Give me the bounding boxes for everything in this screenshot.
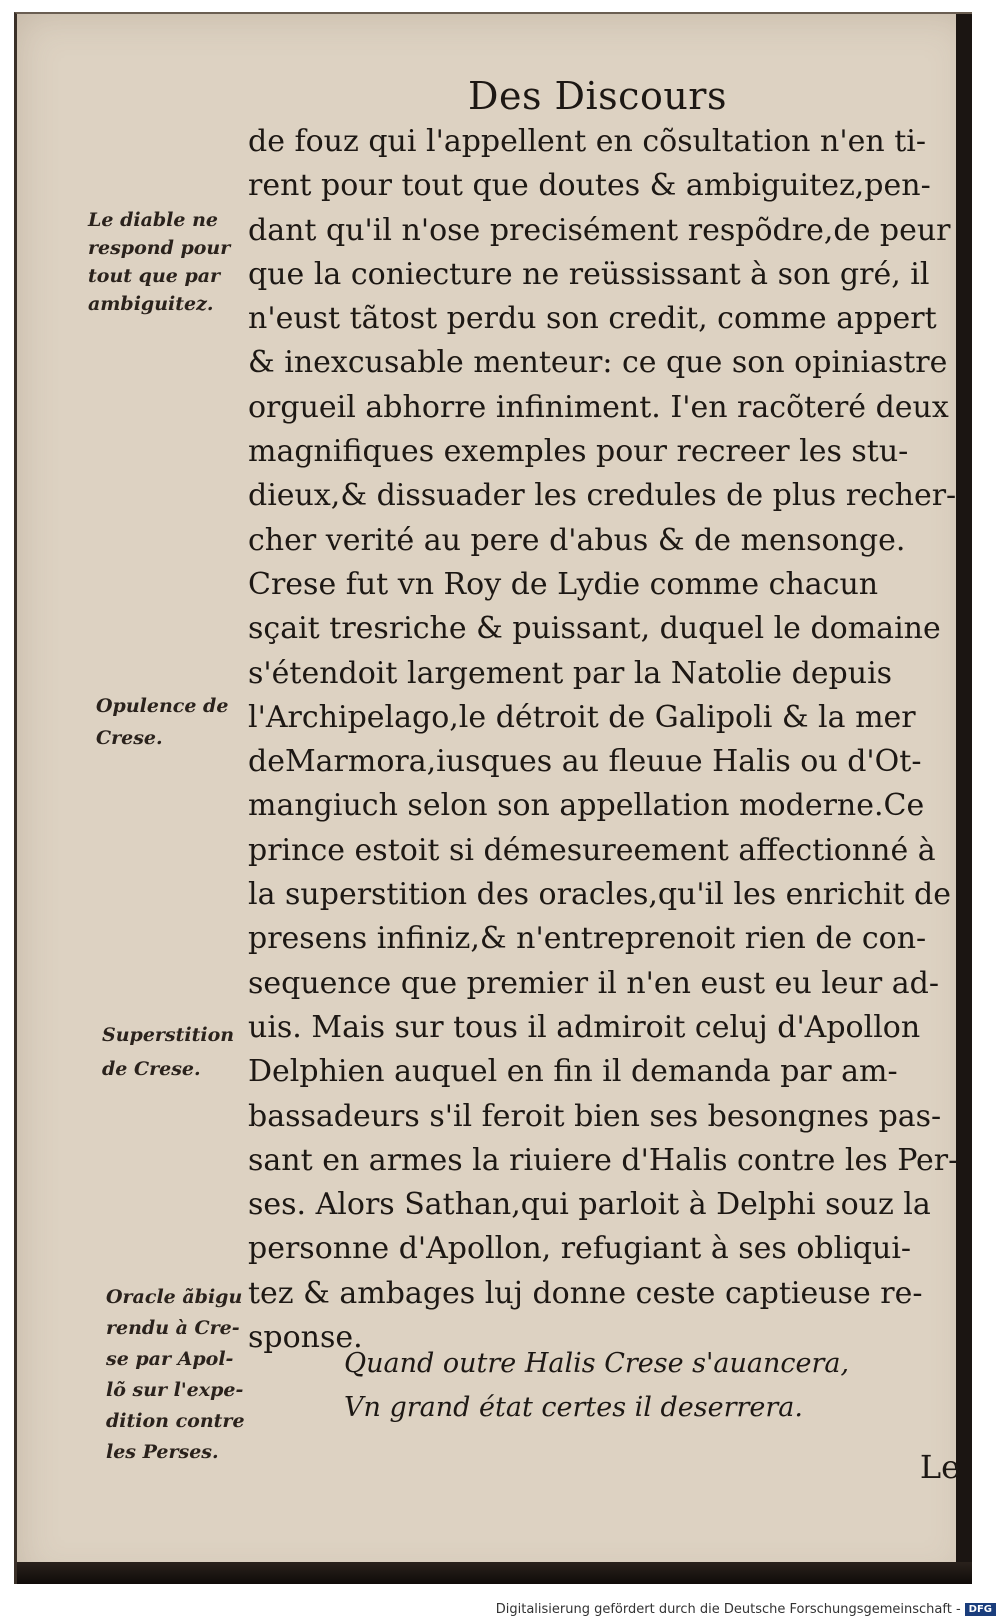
body-line: ses. Alors Sathan,qui parloit à Delphi souz la xyxy=(248,1187,931,1223)
running-head: Des Discours xyxy=(468,74,727,118)
body-line: rent pour tout que doutes & ambiguitez,pen- xyxy=(248,168,931,204)
body-line: dant qu'il n'ose precisément respõdre,de peur xyxy=(248,212,951,248)
margin-note-line: Le diable ne xyxy=(88,209,218,231)
margin-note-line: se par Apol- xyxy=(106,1348,234,1370)
body-line: uis. Mais sur tous il admiroit celuj d'Apollon xyxy=(248,1009,921,1045)
body-line: Crese fut vn Roy de Lydie comme chacun xyxy=(248,566,879,602)
margin-note xyxy=(106,1282,256,1468)
margin-note-line: respond pour xyxy=(88,237,231,259)
margin-note-line: tout que par xyxy=(88,265,221,287)
body-line: bassadeurs s'il feroit bien ses besongnes pas- xyxy=(248,1098,942,1134)
page-bottom-band xyxy=(17,1562,972,1584)
body-line: cher verité au pere d'abus & de mensonge. xyxy=(248,522,906,558)
body-line: Delphien auquel en fin il demanda par am- xyxy=(248,1054,898,1090)
body-text xyxy=(248,120,976,1360)
verse-line: Quand outre Halis Crese s'auancera, xyxy=(344,1348,850,1379)
body-line: personne d'Apollon, refugiant à ses obliqui- xyxy=(248,1231,912,1267)
body-line: deMarmora,iusques au fleuue Halis ou d'Ot- xyxy=(248,744,922,780)
body-line: n'eust tãtost perdu son credit, comme appert xyxy=(248,301,937,337)
body-line: orgueil abhorre infiniment. I'en racõteré deux xyxy=(248,389,949,425)
digitization-credit xyxy=(496,1602,996,1617)
verse-line: Vn grand état certes il deserrera. xyxy=(344,1392,803,1423)
body-line: s'étendoit largement par la Natolie depuis xyxy=(248,655,893,691)
margin-note xyxy=(102,1018,252,1086)
margin-note-line: Oracle ãbigu xyxy=(106,1286,243,1308)
body-line: de fouz qui l'appellent en cõsultation n'en ti- xyxy=(248,124,926,159)
body-line: presens infiniz,& n'entreprenoit rien de con- xyxy=(248,921,927,957)
body-line: sant en armes la riuiere d'Halis contre les Per- xyxy=(248,1142,959,1178)
margin-note-line: Crese. xyxy=(96,727,163,749)
body-line: dieux,& dissuader les credules de plus recher- xyxy=(248,478,957,514)
body-line: l'Archipelago,le détroit de Galipoli & la mer xyxy=(248,699,916,735)
margin-note xyxy=(96,690,246,754)
margin-note-line: Opulence de xyxy=(96,695,229,717)
body-line: mangiuch selon son appellation moderne.Ce xyxy=(248,788,925,824)
body-line: & inexcusable menteur: ce que son opiniastre xyxy=(248,345,948,381)
margin-note-line: rendu à Cre- xyxy=(106,1317,240,1339)
body-line: prince estoit si démesureement affectionné à xyxy=(248,832,936,868)
body-line: que la coniecture ne reüssissant à son gré, il xyxy=(248,256,930,292)
credit-text: Digitalisierung gefördert durch die Deutsche Forschungsgemeinschaft - xyxy=(495,1602,961,1617)
margin-note-line: de Crese. xyxy=(102,1058,201,1080)
margin-note-line: les Perses. xyxy=(106,1441,219,1463)
body-line: sponse. xyxy=(248,1320,363,1356)
oracle-verse xyxy=(344,1342,849,1430)
body-line: magnifiques exemples pour recreer les stu- xyxy=(248,434,909,470)
margin-note-line: Superstition xyxy=(102,1024,235,1046)
margin-note xyxy=(88,206,238,318)
margin-note-line: ambiguitez. xyxy=(88,293,214,315)
margin-note-line: lõ sur l'expe- xyxy=(106,1379,244,1401)
body-line: la superstition des oracles,qu'il les enrichit de xyxy=(248,877,951,913)
catchword: Le xyxy=(919,1448,960,1486)
body-line: tez & ambages luj donne ceste captieuse re- xyxy=(248,1275,923,1311)
dfg-logo-icon: DFG xyxy=(965,1603,996,1616)
body-line: sçait tresriche & puissant, duquel le domaine xyxy=(248,611,941,647)
margin-note-line: dition contre xyxy=(106,1410,245,1432)
body-line: sequence que premier il n'en eust eu leur ad- xyxy=(248,965,939,1001)
